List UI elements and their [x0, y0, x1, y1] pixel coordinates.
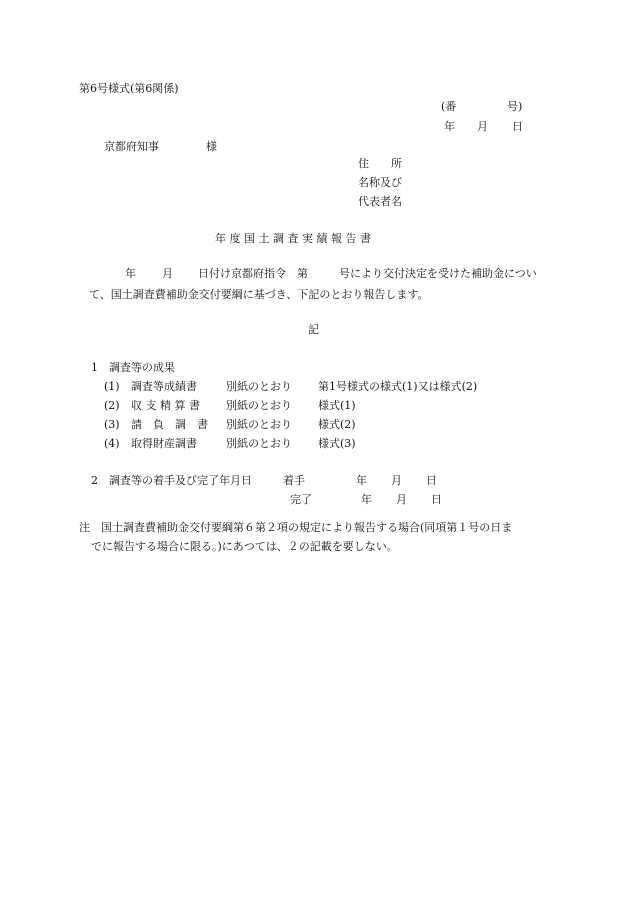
item-reference: 別紙のとおり: [226, 399, 292, 412]
body-month: 月: [162, 267, 173, 280]
end-month: 月: [396, 493, 407, 506]
item-form: 第1号様式の様式(1)又は様式(2): [318, 380, 478, 393]
item-form: 様式(1): [318, 399, 356, 412]
date-day: 日: [512, 120, 523, 133]
body-line1-rest: 号により交付決定を受けた補助金につい: [339, 267, 537, 280]
body-date-ref: 日付け京都府指令 第: [198, 267, 308, 280]
addressee-name: 京都府知事: [104, 140, 159, 153]
item-name: 請 負 調 書: [131, 418, 208, 431]
end-label: 完了: [290, 493, 312, 506]
item-form: 様式(3): [318, 437, 356, 450]
start-month: 月: [391, 474, 402, 487]
item-name: 調査等成績書: [131, 380, 197, 393]
body-year: 年: [125, 267, 136, 280]
ki-heading: 記: [308, 323, 319, 336]
address-label: 住 所: [358, 157, 402, 170]
date-year: 年: [444, 120, 455, 133]
start-year: 年: [356, 474, 367, 487]
item-form: 様式(2): [318, 418, 356, 431]
body-line2: て、国土調査費補助金交付要綱に基づき、下記のとおり報告します。: [89, 288, 429, 301]
date-month: 月: [477, 120, 488, 133]
item-reference: 別紙のとおり: [226, 418, 292, 431]
item-reference: 別紙のとおり: [226, 437, 292, 450]
section2-title: 2 調査等の着手及び完了年月日: [91, 474, 252, 487]
document-title: 年 度 国 土 調 査 実 績 報 告 書: [215, 232, 371, 245]
item-name: 取得財産調書: [131, 437, 197, 450]
note-line1: 注 国土調査費補助金交付要綱第６第２項の規定により報告する場合(同項第１号の日ま: [79, 521, 513, 534]
number-close: 号): [507, 100, 523, 113]
end-year: 年: [361, 493, 372, 506]
number-open: (番: [441, 100, 457, 113]
item-number: (1): [104, 380, 120, 393]
item-number: (2): [104, 399, 120, 412]
section1-title: 1 調査等の成果: [91, 361, 175, 374]
note-line2: でに報告する場合に限る。)にあつては、２の記載を要しない。: [91, 540, 398, 553]
start-day: 日: [426, 474, 437, 487]
representative-label: 代表者名: [358, 195, 402, 208]
form-number: 第6号様式(第6関係): [79, 82, 179, 95]
name-label: 名称及び: [358, 176, 402, 189]
item-reference: 別紙のとおり: [226, 380, 292, 393]
item-number: (3): [104, 418, 120, 431]
end-day: 日: [431, 493, 442, 506]
start-label: 着手: [283, 474, 305, 487]
item-name: 収 支 精 算 書: [131, 399, 200, 412]
addressee-honorific: 様: [206, 140, 217, 153]
item-number: (4): [104, 437, 120, 450]
